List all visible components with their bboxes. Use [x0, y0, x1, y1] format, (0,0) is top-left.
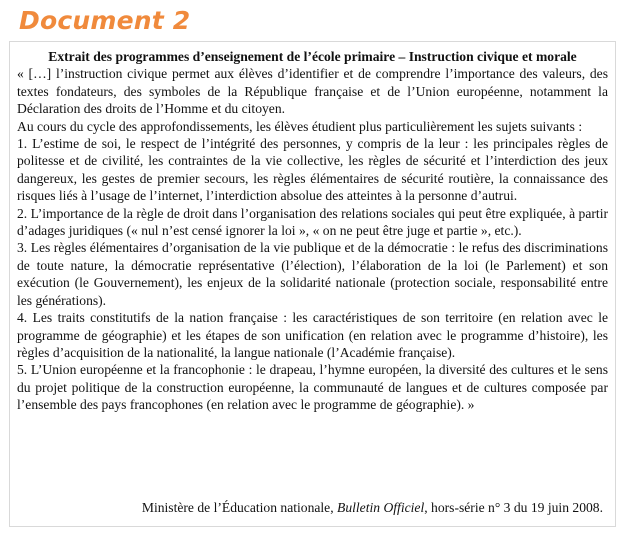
- list-item-5: 5. L’Union européenne et la francophonie : le drapeau, l’hymne européen, la diversité des cultures et le sens du projet politique de la construction européenne, la communauté de langues et de cultures composée par l’ensemble des pays francophones (en relation avec le programme de géographie). »: [17, 362, 608, 413]
- list-item-2: 2. L’importance de la règle de droit dans l’organisation des relations sociales qui peut être expliquée, à partir d’adages juridiques (« nul n’est censé ignorer la loi », « on ne peut être juge et partie », etc.).: [17, 205, 608, 239]
- document-title: Extrait des programmes d’enseignement de l’école primaire – Instruction civique et morale: [48, 49, 577, 64]
- cycle-paragraph: Au cours du cycle des approfondissements, les élèves étudient plus particulièrement les sujets suivants :: [17, 118, 583, 134]
- source-suffix: , hors-série n° 3 du 19 juin 2008.: [424, 500, 603, 515]
- document-excerpt-box: [9, 41, 616, 527]
- intro-paragraph: « […] l’instruction civique permet aux élèves d’identifier et de comprendre l’importance des valeurs, des textes fondateurs, des symboles de la République française et de l’Union européenne, notamment la Déclaration des droits de l’Homme et du citoyen.: [17, 66, 608, 117]
- list-item-3: 3. Les règles élémentaires d’organisation de la vie publique et de la démocratie : le refus des discriminations de toute nature, la démocratie représentative (l’élection), l’élaboration de la loi (le Parlement) et son exécution (le Gouvernement), les enjeux de la solidarité nationale (protection sociale, responsabilité entre les générations).: [17, 240, 608, 308]
- source-publication: Bulletin Officiel: [337, 500, 425, 515]
- list-item-4: 4. Les traits constitutifs de la nation française : les caractéristiques de son territoire (en relation avec le programme de géographie) et les étapes de son unification (en relation avec le programme d’histoire), les règles d’acquisition de la nationalité, la langue nationale (l’Académie française).: [17, 310, 608, 360]
- document-heading: Document 2: [19, 6, 191, 35]
- document-content: [17, 48, 608, 414]
- source-citation: [142, 500, 603, 516]
- list-item-1: 1. L’estime de soi, le respect de l’intégrité des personnes, y compris de la leur : les principales règles de politesse et de civilité, les contraintes de la vie collective, les règles de sécurité et l’interdiction des jeux dangereux, les gestes de premier secours, les règles élémentaires de sécurité routière, la connaissance des risques liés à l’usage de l’internet, l’interdiction absolue des atteintes à la personne d’autrui.: [17, 136, 608, 204]
- source-prefix: Ministère de l’Éducation nationale,: [141, 500, 338, 515]
